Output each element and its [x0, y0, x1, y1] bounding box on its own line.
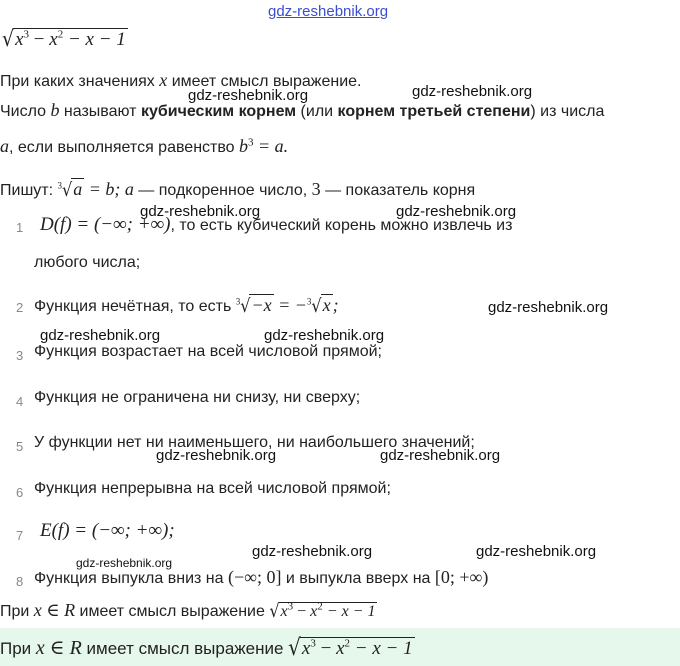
watermark: gdz-reshebnik.org	[380, 447, 501, 464]
list-number: 3	[16, 348, 24, 363]
list-number: 6	[16, 485, 24, 500]
watermark: gdz-reshebnik.org	[252, 543, 373, 560]
watermark-top[interactable]: gdz-reshebnik.org	[268, 3, 389, 20]
final-answer-line: При x ∈ R имеет смысл выражение $√x^3 - x^2 - x - 1$	[0, 633, 413, 661]
watermark: gdz-reshebnik.org	[264, 327, 385, 344]
watermark: gdz-reshebnik.org	[140, 203, 261, 220]
watermark: gdz-reshebnik.org	[188, 87, 309, 104]
header-expression: $√x^3 - x^2 - x - 1$	[2, 26, 126, 52]
watermark: gdz-reshebnik.org	[40, 327, 161, 344]
question-text: При каких значениях x имеет смысл выражение.	[0, 70, 362, 90]
list-item-1-continuation: любого числа;	[34, 254, 141, 271]
watermark: gdz-reshebnik.org	[488, 299, 609, 316]
watermark: gdz-reshebnik.org	[476, 543, 597, 560]
watermark: gdz-reshebnik.org	[412, 83, 533, 100]
list-item-5: У функции нет ни наименьшего, ни наибольшего значений;	[34, 434, 475, 451]
list-number: 7	[16, 528, 24, 543]
list-item-3: Функция возрастает на всей числовой прямой;	[34, 343, 382, 360]
list-number: 2	[16, 300, 24, 315]
definition-line-2: a, если выполняется равенство $b^3 = a$.	[0, 136, 289, 156]
list-item-7: E(f) = (−∞; +∞);	[40, 520, 175, 541]
list-item-4: Функция не ограничена ни снизу, ни сверху;	[34, 389, 361, 406]
list-item-2: Функция нечётная, то есть $^3$√−x = −$^3$√x ;	[34, 294, 339, 317]
answer-line: При x ∈ R имеет смысл выражение $√x^3 - x^2 - x - 1$	[0, 599, 376, 622]
list-item-8: Функция выпукла вниз на (−∞; 0] и выпукла вверх на [0; +∞)	[34, 567, 489, 587]
list-item-1: D(f) = (−∞; +∞), то есть кубический корень можно извлечь из	[40, 214, 513, 235]
list-number: 4	[16, 394, 24, 409]
watermark: gdz-reshebnik.org	[396, 203, 517, 220]
list-number: 1	[16, 220, 24, 235]
watermark: gdz-reshebnik.org	[156, 447, 277, 464]
notation-line: Пишут: $^3$√a = b; a — подкоренное число, 3 — показатель корня	[0, 178, 476, 201]
list-number: 8	[16, 574, 24, 589]
list-item-6: Функция непрерывна на всей числовой прямой;	[34, 480, 391, 497]
list-number: 5	[16, 439, 24, 454]
watermark: gdz-reshebnik.org	[76, 556, 173, 570]
definition-line-1: Число b называют кубическим корнем (или корнем третьей степени) из числа	[0, 100, 605, 120]
